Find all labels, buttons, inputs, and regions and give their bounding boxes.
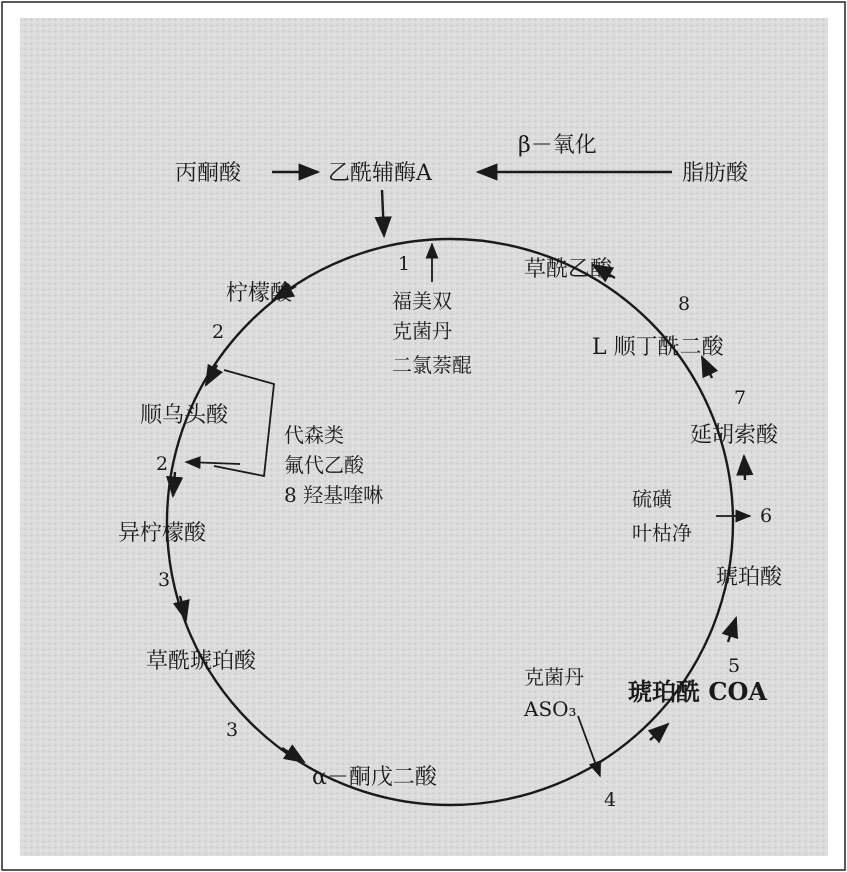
step-number-5: 5 [728,655,741,677]
step-number-2b: 2 [156,453,169,475]
step-number-8: 8 [678,293,691,315]
step-number-1: 1 [398,253,411,275]
label-oxalosuccinic-acid: 草酰琥珀酸 [146,649,257,674]
inhibitor-step6-line2: 叶枯净 [632,521,692,545]
inhibitor-step1-line3: 二氯萘醌 [392,353,472,377]
inhibitor-step2-line3: 8 羟基喹啉 [284,483,384,507]
label-fumaric-acid: 延胡索酸 [690,423,779,448]
label-fatty-acid: 脂肪酸 [682,161,749,186]
inhibitor-step1-line2: 克菌丹 [392,319,452,343]
step-number-3a: 3 [158,569,171,591]
label-pyruvate: 丙酮酸 [175,161,242,186]
inhibitor-step6-line1: 硫磺 [632,487,672,511]
inhibitor-step2-line1: 代森类 [284,423,344,447]
label-beta-oxidation: β－氧化 [518,133,597,158]
step-number-6: 6 [760,505,773,527]
inhibitor-step4-line1: 克菌丹 [524,665,584,689]
inhibitor-step1-line1: 福美双 [392,289,452,313]
inhibitor-step2-line2: 氟代乙酸 [284,453,364,477]
cycle-arrow-fumarate [744,456,745,480]
label-cis-aconitic-acid: 顺乌头酸 [140,403,229,428]
label-oxaloacetic-acid: 草酰乙酸 [524,257,613,282]
step-number-3b: 3 [226,719,239,741]
step-number-7: 7 [734,387,747,409]
label-succinyl-coa: 琥珀酰 COA [628,677,767,706]
label-alpha-ketoglutaric-acid: α－酮戊二酸 [312,765,437,790]
label-isocitric-acid: 异柠檬酸 [118,521,207,546]
label-acetyl-coa: 乙酰辅酶A [328,161,432,186]
label-succinic-acid: 琥珀酸 [716,565,783,590]
label-l-malic-acid: L 顺丁酰二酸 [592,335,724,360]
label-citric-acid: 柠檬酸 [226,281,293,306]
step-number-4: 4 [604,789,617,811]
step-number-2a: 2 [212,321,225,343]
inhibitor-step4-line2: ASO₃ [524,697,577,721]
